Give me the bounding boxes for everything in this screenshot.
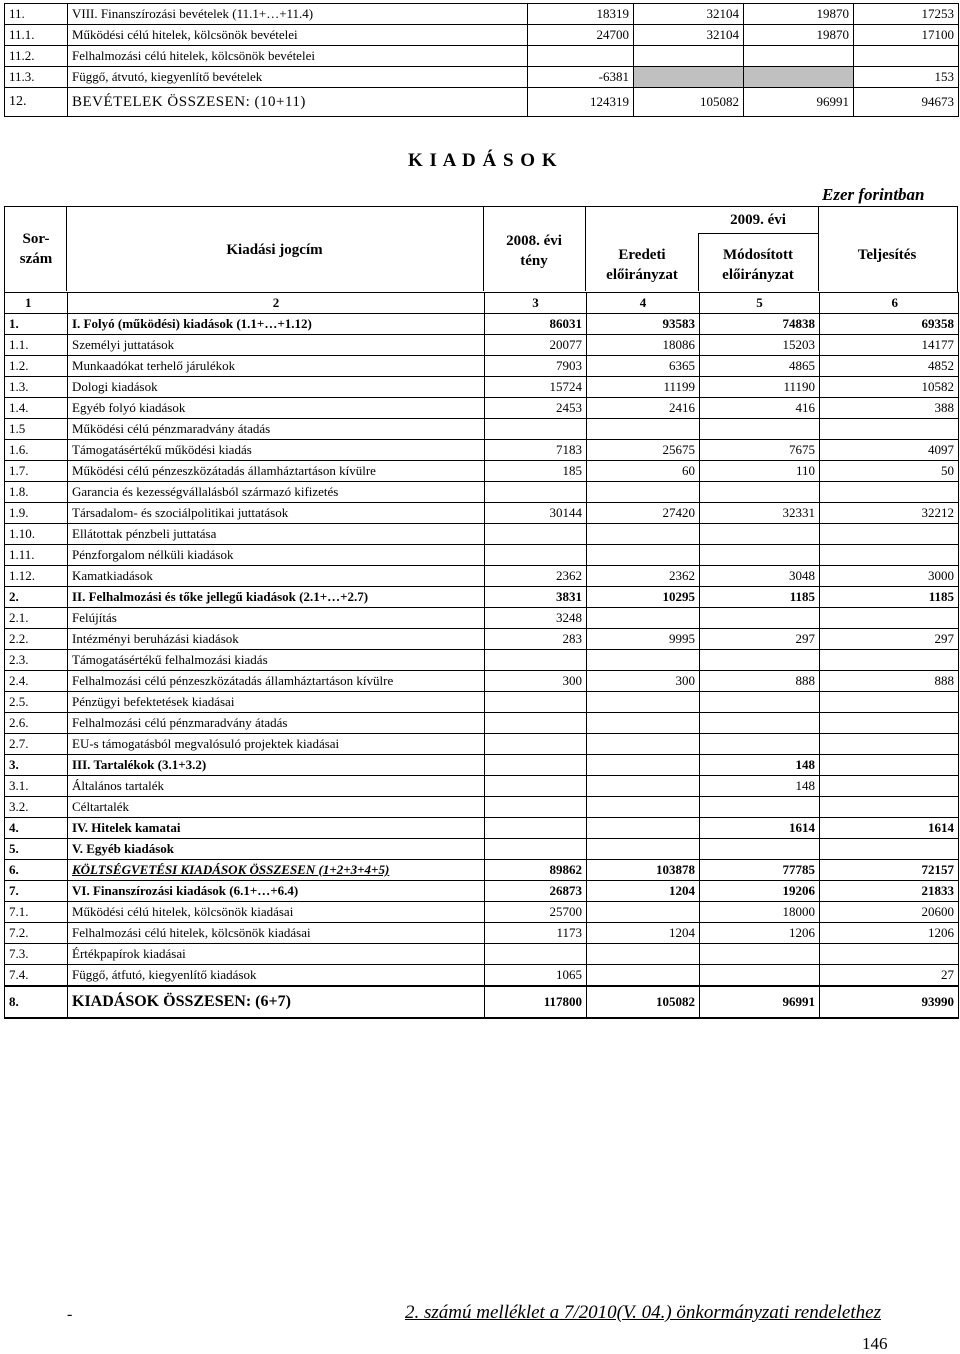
row-value: 17253: [854, 4, 959, 25]
row-value: [700, 419, 820, 440]
table-row: [5, 713, 959, 734]
row-value: 300: [485, 671, 587, 692]
row-value: 1065: [485, 965, 587, 987]
row-value: 10295: [587, 587, 700, 608]
row-number: 1.12.: [5, 566, 68, 587]
row-value: 105082: [634, 88, 744, 117]
row-label: Függő, átvutó, kiegyenlítő bevételek: [68, 67, 528, 88]
row-value: -6381: [528, 67, 634, 88]
table-row: [5, 986, 959, 1018]
row-label: IV. Hitelek kamatai: [68, 818, 485, 839]
table-row: [5, 25, 959, 46]
table-row: [5, 860, 959, 881]
table-row: [5, 461, 959, 482]
row-value: 1185: [700, 587, 820, 608]
row-label: Egyéb folyó kiadások: [68, 398, 485, 419]
footer-reference: 2. számú melléklet a 7/2010(V. 04.) önkormányzati rendelethez: [405, 1302, 881, 1323]
row-value: [820, 608, 959, 629]
row-value: [587, 524, 700, 545]
table-row: [5, 692, 959, 713]
row-number: 7.1.: [5, 902, 68, 923]
table-row: [5, 734, 959, 755]
row-value: 72157: [820, 860, 959, 881]
row-value: 3831: [485, 587, 587, 608]
row-label: Működési célú hitelek, kölcsönök kiadásai: [68, 902, 485, 923]
row-label: III. Tartalékok (3.1+3.2): [68, 755, 485, 776]
row-value: 15203: [700, 335, 820, 356]
column-number-row: [5, 293, 959, 314]
table-row: [5, 440, 959, 461]
row-number: 1.5: [5, 419, 68, 440]
row-value: [587, 734, 700, 755]
row-value: 11199: [587, 377, 700, 398]
table-row: [5, 419, 959, 440]
row-value: 297: [820, 629, 959, 650]
header-jogcim: Kiadási jogcím: [226, 242, 323, 258]
row-number: 3.1.: [5, 776, 68, 797]
row-label: Felhalmozási célú hitelek, kölcsönök bevételei: [68, 46, 528, 67]
row-number: 1.9.: [5, 503, 68, 524]
row-value: [820, 524, 959, 545]
table-row: [5, 881, 959, 902]
row-number: 2.6.: [5, 713, 68, 734]
row-value: [820, 755, 959, 776]
row-label: EU-s támogatásból megvalósuló projektek kiadásai: [68, 734, 485, 755]
row-number: 1.: [5, 314, 68, 335]
row-value: [485, 482, 587, 503]
table-row: [5, 356, 959, 377]
row-number: 2.3.: [5, 650, 68, 671]
row-value: 7903: [485, 356, 587, 377]
row-value: [634, 46, 744, 67]
table-row: [5, 671, 959, 692]
row-value: 50: [820, 461, 959, 482]
row-value: 93990: [820, 986, 959, 1018]
row-value: [587, 965, 700, 987]
row-value: [820, 482, 959, 503]
row-value: 1614: [700, 818, 820, 839]
row-value: [700, 650, 820, 671]
row-label: Céltartalék: [68, 797, 485, 818]
row-value: [485, 419, 587, 440]
row-value: 105082: [587, 986, 700, 1018]
table-row: [5, 923, 959, 944]
row-value: 94673: [854, 88, 959, 117]
row-number: 2.7.: [5, 734, 68, 755]
currency-note: Ezer forintban: [822, 185, 925, 204]
row-number: 1.1.: [5, 335, 68, 356]
table-row: [5, 4, 959, 25]
header-2008: 2008. évi tény: [506, 233, 562, 269]
row-value: [485, 692, 587, 713]
row-value: 9995: [587, 629, 700, 650]
expense-table: [4, 292, 959, 1019]
row-label: KIADÁSOK ÖSSZESEN: (6+7): [68, 986, 485, 1018]
column-number: 5: [700, 293, 820, 314]
row-number: 12.: [5, 88, 68, 117]
row-number: 1.4.: [5, 398, 68, 419]
row-value: [485, 734, 587, 755]
table-row: [5, 965, 959, 987]
row-label: Pénzforgalom nélküli kiadások: [68, 545, 485, 566]
row-label: Általános tartalék: [68, 776, 485, 797]
row-label: Kamatkiadások: [68, 566, 485, 587]
row-value: 1173: [485, 923, 587, 944]
row-label: V. Egyéb kiadások: [68, 839, 485, 860]
row-value: [700, 545, 820, 566]
row-number: 11.3.: [5, 67, 68, 88]
row-value: 86031: [485, 314, 587, 335]
row-value: 148: [700, 755, 820, 776]
row-value: [634, 67, 744, 88]
row-label: Pénzügyi befektetések kiadásai: [68, 692, 485, 713]
row-value: 1614: [820, 818, 959, 839]
row-value: [587, 797, 700, 818]
row-label: Értékpapírok kiadásai: [68, 944, 485, 965]
header-teljesites: Teljesítés: [857, 247, 917, 263]
row-number: 11.: [5, 4, 68, 25]
table-row: [5, 545, 959, 566]
row-number: 1.7.: [5, 461, 68, 482]
table-row: [5, 503, 959, 524]
row-value: [820, 776, 959, 797]
row-value: 20600: [820, 902, 959, 923]
table-row: [5, 398, 959, 419]
row-value: [820, 734, 959, 755]
row-label: Garancia és kezességvállalásból származó kifizetés: [68, 482, 485, 503]
row-value: 148: [700, 776, 820, 797]
page-number: 146: [862, 1334, 888, 1353]
table-row: [5, 46, 959, 67]
row-value: [587, 755, 700, 776]
row-value: 1204: [587, 881, 700, 902]
row-value: 110: [700, 461, 820, 482]
row-number: 8.: [5, 986, 68, 1018]
table-row: [5, 67, 959, 88]
row-label: KÖLTSÉGVETÉSI KIADÁSOK ÖSSZESEN (1+2+3+4+5): [68, 860, 485, 881]
row-value: 30144: [485, 503, 587, 524]
row-value: [485, 713, 587, 734]
row-label: Felújítás: [68, 608, 485, 629]
row-value: 6365: [587, 356, 700, 377]
row-value: [485, 839, 587, 860]
row-label: BEVÉTELEK ÖSSZESEN: (10+11): [68, 88, 528, 117]
header-sorszam: Sor- szám: [19, 231, 53, 267]
column-number: 6: [820, 293, 959, 314]
row-value: 117800: [485, 986, 587, 1018]
row-value: 32104: [634, 25, 744, 46]
column-number: 3: [485, 293, 587, 314]
row-number: 1.3.: [5, 377, 68, 398]
table-row: [5, 776, 959, 797]
table-row: [5, 944, 959, 965]
row-number: 4.: [5, 818, 68, 839]
table-row: [5, 88, 959, 117]
row-value: [587, 608, 700, 629]
row-value: [700, 482, 820, 503]
row-value: [587, 902, 700, 923]
row-value: 96991: [744, 88, 854, 117]
row-label: VI. Finanszírozási kiadások (6.1+…+6.4): [68, 881, 485, 902]
row-value: 416: [700, 398, 820, 419]
row-value: [820, 692, 959, 713]
row-number: 1.8.: [5, 482, 68, 503]
row-value: [485, 797, 587, 818]
row-value: [700, 608, 820, 629]
row-number: 2.: [5, 587, 68, 608]
row-value: 18086: [587, 335, 700, 356]
row-value: 3000: [820, 566, 959, 587]
row-value: 1206: [820, 923, 959, 944]
row-value: 14177: [820, 335, 959, 356]
row-value: 32104: [634, 4, 744, 25]
row-value: [700, 524, 820, 545]
row-label: Működési célú hitelek, kölcsönök bevételei: [68, 25, 528, 46]
row-number: 2.1.: [5, 608, 68, 629]
row-number: 3.2.: [5, 797, 68, 818]
table-row: [5, 797, 959, 818]
row-value: [485, 776, 587, 797]
row-number: 11.1.: [5, 25, 68, 46]
section-title: K I A D Á S O K: [408, 150, 558, 171]
row-value: [854, 46, 959, 67]
row-value: 185: [485, 461, 587, 482]
row-number: 6.: [5, 860, 68, 881]
row-label: Támogatásértékű működési kiadás: [68, 440, 485, 461]
row-value: 18319: [528, 4, 634, 25]
row-value: [587, 650, 700, 671]
row-value: 7183: [485, 440, 587, 461]
row-value: 32212: [820, 503, 959, 524]
footer-dash: -: [67, 1306, 73, 1323]
row-label: Munkaadókat terhelő járulékok: [68, 356, 485, 377]
column-number: 4: [587, 293, 700, 314]
row-value: 19870: [744, 4, 854, 25]
row-value: [528, 46, 634, 67]
row-number: 7.3.: [5, 944, 68, 965]
row-value: 11190: [700, 377, 820, 398]
row-value: 32331: [700, 503, 820, 524]
row-label: Támogatásértékű felhalmozási kiadás: [68, 650, 485, 671]
row-label: Felhalmozási célú hitelek, kölcsönök kiadásai: [68, 923, 485, 944]
row-value: 2362: [485, 566, 587, 587]
revenue-table: [4, 3, 959, 117]
row-value: 2362: [587, 566, 700, 587]
row-number: 1.10.: [5, 524, 68, 545]
row-value: 15724: [485, 377, 587, 398]
row-value: 27: [820, 965, 959, 987]
row-value: 3248: [485, 608, 587, 629]
table-row: [5, 587, 959, 608]
row-value: [587, 713, 700, 734]
row-value: 4097: [820, 440, 959, 461]
row-value: [700, 965, 820, 987]
row-number: 11.2.: [5, 46, 68, 67]
row-value: 69358: [820, 314, 959, 335]
row-value: [587, 419, 700, 440]
header-2009: 2009. évi: [730, 212, 786, 228]
row-value: [700, 797, 820, 818]
row-label: I. Folyó (működési) kiadások (1.1+…+1.12): [68, 314, 485, 335]
row-number: 7.2.: [5, 923, 68, 944]
row-value: [485, 650, 587, 671]
row-value: [485, 944, 587, 965]
row-value: [700, 692, 820, 713]
row-value: [587, 776, 700, 797]
row-value: [700, 734, 820, 755]
row-number: 1.11.: [5, 545, 68, 566]
row-value: [820, 797, 959, 818]
row-number: 2.2.: [5, 629, 68, 650]
row-value: 888: [700, 671, 820, 692]
row-value: [820, 650, 959, 671]
column-number: 1: [5, 293, 68, 314]
table-row: [5, 335, 959, 356]
row-value: 297: [700, 629, 820, 650]
row-label: Intézményi beruházási kiadások: [68, 629, 485, 650]
table-row: [5, 629, 959, 650]
row-number: 2.5.: [5, 692, 68, 713]
row-label: Működési célú pénzmaradvány átadás: [68, 419, 485, 440]
row-value: [700, 839, 820, 860]
row-value: 4865: [700, 356, 820, 377]
row-value: 25700: [485, 902, 587, 923]
row-value: 10582: [820, 377, 959, 398]
row-label: VIII. Finanszírozási bevételek (11.1+…+11.4): [68, 4, 528, 25]
table-row: [5, 818, 959, 839]
row-value: 1185: [820, 587, 959, 608]
row-number: 1.2.: [5, 356, 68, 377]
header-modositott: Módosított előirányzat: [722, 247, 794, 283]
table-row: [5, 839, 959, 860]
row-value: 2416: [587, 398, 700, 419]
row-value: [820, 839, 959, 860]
row-value: [820, 944, 959, 965]
table-row: [5, 650, 959, 671]
table-row: [5, 524, 959, 545]
row-value: 26873: [485, 881, 587, 902]
row-value: 74838: [700, 314, 820, 335]
row-value: [820, 419, 959, 440]
row-value: 1206: [700, 923, 820, 944]
row-value: 89862: [485, 860, 587, 881]
row-value: 17100: [854, 25, 959, 46]
row-value: [744, 67, 854, 88]
table-row: [5, 314, 959, 335]
table-row: [5, 755, 959, 776]
row-value: [485, 545, 587, 566]
row-value: 2453: [485, 398, 587, 419]
row-value: 283: [485, 629, 587, 650]
row-value: 24700: [528, 25, 634, 46]
row-value: 124319: [528, 88, 634, 117]
column-number: 2: [68, 293, 485, 314]
row-label: Társadalom- és szociálpolitikai juttatások: [68, 503, 485, 524]
row-value: [820, 545, 959, 566]
row-value: [587, 482, 700, 503]
row-value: 153: [854, 67, 959, 88]
row-value: [485, 755, 587, 776]
table-row: [5, 566, 959, 587]
row-value: 103878: [587, 860, 700, 881]
row-value: [820, 713, 959, 734]
row-value: [744, 46, 854, 67]
row-value: [587, 839, 700, 860]
row-value: 77785: [700, 860, 820, 881]
table-row: [5, 377, 959, 398]
row-value: 4852: [820, 356, 959, 377]
table-row: [5, 902, 959, 923]
row-value: 21833: [820, 881, 959, 902]
row-label: Felhalmozási célú pénzmaradvány átadás: [68, 713, 485, 734]
row-value: [700, 944, 820, 965]
row-value: 93583: [587, 314, 700, 335]
row-number: 7.4.: [5, 965, 68, 987]
row-value: [587, 944, 700, 965]
row-value: 19870: [744, 25, 854, 46]
row-value: 1204: [587, 923, 700, 944]
row-label: Működési célú pénzeszközátadás államháztartáson kívülre: [68, 461, 485, 482]
row-value: 25675: [587, 440, 700, 461]
row-label: Ellátottak pénzbeli juttatása: [68, 524, 485, 545]
row-value: 300: [587, 671, 700, 692]
row-value: [587, 545, 700, 566]
row-value: 3048: [700, 566, 820, 587]
row-value: 60: [587, 461, 700, 482]
row-value: 19206: [700, 881, 820, 902]
row-value: [700, 713, 820, 734]
header-eredeti: Eredeti előirányzat: [606, 247, 678, 283]
row-number: 3.: [5, 755, 68, 776]
row-value: 888: [820, 671, 959, 692]
row-number: 1.6.: [5, 440, 68, 461]
table-row: [5, 482, 959, 503]
row-value: 7675: [700, 440, 820, 461]
row-value: [485, 524, 587, 545]
row-label: II. Felhalmozási és tőke jellegű kiadások (2.1+…+2.7): [68, 587, 485, 608]
row-number: 2.4.: [5, 671, 68, 692]
row-value: [587, 692, 700, 713]
row-value: [485, 818, 587, 839]
row-value: 96991: [700, 986, 820, 1018]
row-value: 27420: [587, 503, 700, 524]
row-label: Felhalmozási célú pénzeszközátadás államháztartáson kívülre: [68, 671, 485, 692]
row-label: Függő, átfutó, kiegyenlítő kiadások: [68, 965, 485, 987]
row-number: 7.: [5, 881, 68, 902]
row-value: 20077: [485, 335, 587, 356]
row-value: 388: [820, 398, 959, 419]
row-label: Dologi kiadások: [68, 377, 485, 398]
row-value: 18000: [700, 902, 820, 923]
table-row: [5, 608, 959, 629]
row-number: 5.: [5, 839, 68, 860]
row-value: [587, 818, 700, 839]
row-label: Személyi juttatások: [68, 335, 485, 356]
